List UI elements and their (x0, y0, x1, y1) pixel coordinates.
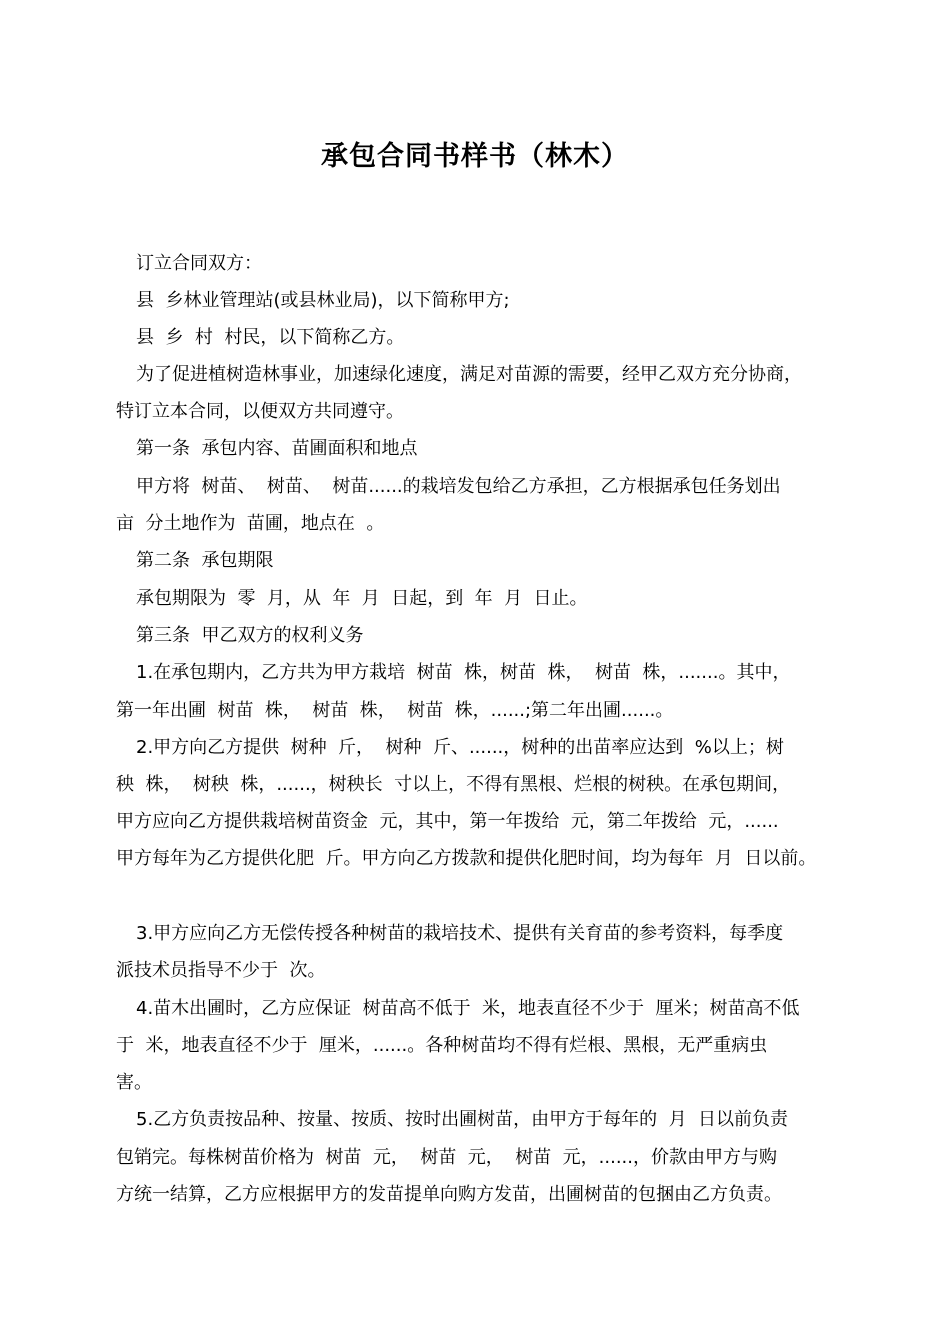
paragraph-line: 5.乙方负责按品种、按量、按质、按时出圃树苗，由甲方于每年的 月 日以前负责 (136, 1109, 789, 1130)
paragraph-line: 特订立本合同，以便双方共同遵守。 (116, 401, 404, 422)
document-title: 承包合同书样书（林木） (321, 141, 629, 172)
paragraph-line: 县 乡 村 村民，以下简称乙方。 (136, 327, 405, 348)
paragraph-line: 第一年出圃 树苗 株， 树苗 株， 树苗 株，......;第二年出圃......。 (116, 700, 674, 721)
paragraph-line: 甲方将 树苗、 树苗、 树苗......的栽培发包给乙方承担，乙方根据承包任务划出 (136, 476, 781, 497)
paragraph-line: 订立合同双方： (136, 253, 262, 274)
article-heading: 第二条 承包期限 (136, 550, 274, 571)
paragraph-line: 包销完。每株树苗价格为 树苗 元， 树苗 元， 树苗 元，......，价款由甲方与购 (116, 1147, 777, 1168)
paragraph-line: 4.苗木出圃时，乙方应保证 树苗高不低于 米，地表直径不少于 厘米；树苗高不低 (136, 998, 800, 1019)
article-heading: 第一条 承包内容、苗圃面积和地点 (136, 438, 418, 459)
paragraph-line: 县 乡林业管理站(或县林业局)，以下简称甲方; (136, 290, 510, 311)
paragraph-line: 为了促进植树造林事业，加速绿化速度，满足对苗源的需要，经甲乙双方充分协商， (136, 364, 802, 385)
paragraph-line: 承包期限为 零 月，从 年 月 日起，到 年 月 日止。 (136, 588, 588, 609)
paragraph-line: 害。 (116, 1072, 152, 1093)
paragraph-line: 2.甲方向乙方提供 树种 斤， 树种 斤、......，树种的出苗率应达到 %以上；树 (136, 737, 784, 758)
paragraph-line: 亩 分土地作为 苗圃，地点在 。 (116, 513, 385, 534)
paragraph-line: 方统一结算，乙方应根据甲方的发苗提单向购方发苗，出圃树苗的包捆由乙方负责。 (116, 1184, 782, 1205)
paragraph-line: 1.在承包期内，乙方共为甲方栽培 树苗 株，树苗 株， 树苗 株，.......。其中， (136, 662, 791, 683)
paragraph-line: 甲方应向乙方提供栽培树苗资金 元，其中，第一年拨给 元，第二年拨给 元，...... (116, 811, 779, 832)
paragraph-line: 于 米，地表直径不少于 厘米，......。各种树苗均不得有烂根、黑根，无严重病虫 (116, 1035, 768, 1056)
paragraph-line: 秧 株， 树秧 株，......，树秧长 寸以上，不得有黑根、烂根的树秧。在承包期间， (116, 774, 791, 795)
paragraph-line: 甲方每年为乙方提供化肥 斤。甲方向乙方拨款和提供化肥时间，均为每年 月 日以前。 (116, 848, 817, 869)
paragraph-line: 3.甲方应向乙方无偿传授各种树苗的栽培技术、提供有关育苗的参考资料，每季度 (136, 923, 784, 944)
article-heading: 第三条 甲乙双方的权利义务 (136, 625, 364, 646)
paragraph-line: 派技术员指导不少于 次。 (116, 960, 326, 981)
